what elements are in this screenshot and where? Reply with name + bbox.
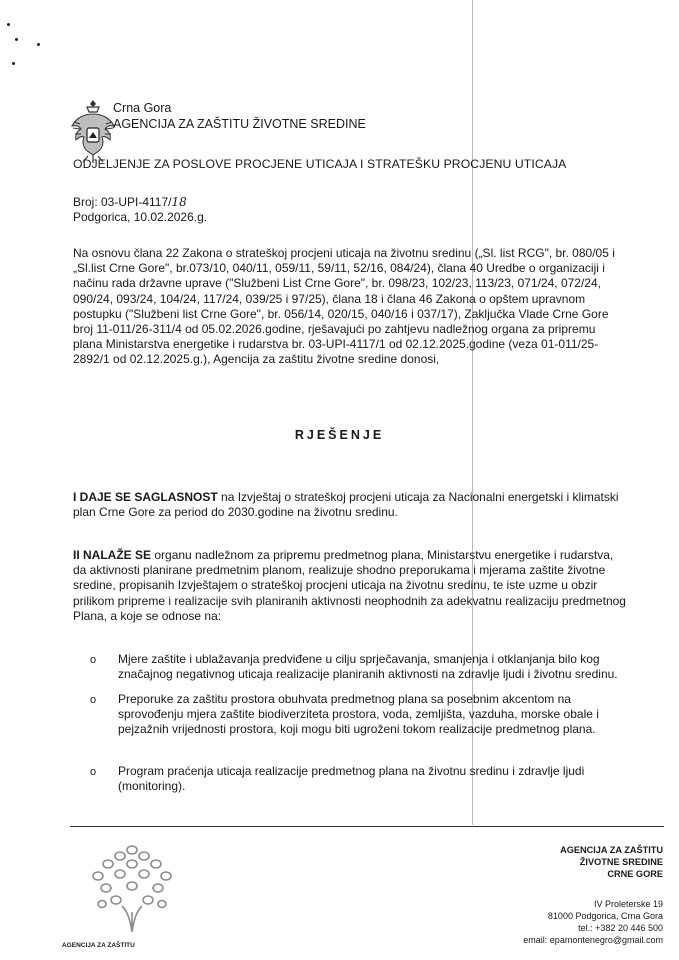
bullet-line: Mjere zaštite i ublažavanja predviđene u cilju sprječavanja, smanjenja i otklanjanja bilo kog — [118, 652, 600, 666]
footer-tel: tel.: +382 20 446 500 — [578, 923, 663, 933]
section-2 — [73, 548, 665, 624]
bullet-symbol: o — [90, 766, 97, 778]
preamble-line: „Sl.list Crne Gore", br.073/10, 040/11, 059/11, 59/11, 52/16, 084/24), člana 40 Uredbe o organizaciji i — [73, 261, 605, 276]
footer-address: IV Proleterske 19 — [593, 899, 663, 909]
bullet-line: značajnog negativnog uticaja realizacije planiranih aktivnosti na zdravlje ljudi i životnu sredinu. — [118, 667, 618, 682]
preamble-line: Na osnovu člana 22 Zakona o strateškoj procjeni uticaja na životnu sredinu („Sl. list RCG", br. 080/05 i — [73, 246, 615, 260]
bullet-line: Preporuke za zaštitu prostora obuhvata predmetnog plana sa posebnim akcentom na — [118, 692, 571, 706]
department-title: ODJELJENJE ZA POSLOVE PROCJENE UTICAJA I STRATEŠKU PROCJENU UTICAJA — [73, 157, 567, 171]
document-number-prefix: Broj: 03-UPI-4117/ — [73, 195, 172, 209]
footer-agency-line: AGENCIJA ZA ZAŠTITU — [560, 845, 663, 855]
footer-city: 81000 Podgorica, Crna Gora — [547, 911, 663, 921]
bullet-line: Program praćenja uticaja realizacije predmetnog plana na životnu sredinu i zdravlje ljudi — [118, 764, 585, 778]
place-date: Podgorica, 10.02.2026.g. — [73, 210, 208, 224]
footer-agency-line: CRNE GORE — [607, 869, 663, 879]
footer-agency-block — [560, 844, 663, 880]
preamble-line: načinu rada državne uprave ("Službeni List Crne Gore", br. 098/23, 102/23, 113/23, 071/24, 072/24, — [73, 276, 601, 291]
section-2-line: sredine, propisanih Izvještajem o strateškoj procjeni uticaja na životnu sredinu, te iste uzme u obzir — [73, 578, 598, 593]
coat-of-arms-icon — [70, 98, 116, 166]
decision-title: RJEŠENJE — [294, 428, 385, 442]
agency-logo-icon — [82, 842, 182, 942]
section-2-line: da aktivnosti planirane predmetnim planom, realizuje shodno preporukama i mjerama zaštite životne — [73, 563, 606, 578]
preamble-line: broj 11-011/26-311/4 od 05.02.2026.godine, rješavajući po zahtjevu nadležnog organa za pripremu — [73, 322, 596, 337]
section-1-line: plan Crne Gore za period do 2030.godine na životnu sredinu. — [73, 505, 398, 520]
bullet-item — [90, 652, 665, 682]
preamble-paragraph — [73, 246, 665, 368]
preamble-line: postupku ("Službeni list Crne Gore", br. 056/14, 020/15, 040/16 i 037/17), Zaključka Vlade Crne Gore — [73, 306, 609, 321]
bullet-item — [90, 764, 665, 794]
section-2-line: prilikom pripreme i realizacije svih planiranih aktivnosti neophodnih za adekvatnu realizaciju predmetnog — [73, 593, 626, 608]
bullet-symbol: o — [90, 654, 97, 666]
agency-name: AGENCIJA ZA ZAŠTITU ŽIVOTNE SREDINE — [113, 117, 366, 131]
bullet-line: (monitoring). — [118, 779, 186, 794]
footer-divider — [70, 826, 664, 827]
preamble-line: 2892/1 od 02.12.2025.g.), Agencija za zaštitu životne sredine donosi, — [73, 352, 440, 367]
section-1-label: I DAJE SE SAGLASNOST — [73, 490, 218, 504]
country-name: Crna Gora — [113, 101, 172, 115]
section-2-label: II NALAŽE SE — [73, 548, 152, 562]
section-1-text: na Izvještaj o strateškoj procjeni uticaja za Nacionalni energetski i klimatski — [217, 490, 619, 504]
footer-agency-line: ŽIVOTNE SREDINE — [579, 857, 663, 867]
document-number-handwritten: 18 — [171, 195, 187, 209]
document-number — [73, 195, 187, 210]
footer-contact-block — [523, 898, 663, 946]
preamble-line: plana Ministarstva energetike i rudarstva br. 03-UPI-4117/1 od 02.12.2025.godine (veza 01-011/25- — [73, 337, 599, 352]
footer-email: email: epamontenegro@gmail.com — [523, 935, 663, 945]
bullet-line: pejzažnih vrijednosti prostora, koji mogu biti ugroženi tokom realizacije predmetnog plana. — [118, 722, 596, 737]
bullet-symbol: o — [90, 694, 97, 706]
logo-caption: AGENCIJA ZA ZAŠTITU — [62, 942, 135, 949]
preamble-line: 090/24, 093/24, 104/24, 117/24, 039/25 i 97/25), člana 18 i člana 46 Zakona o opštem upravnom — [73, 291, 586, 306]
section-2-line: Plana, a koje se odnose na: — [73, 608, 222, 623]
section-2-text: organu nadležnom za pripremu predmetnog plana, Ministarstvu energetike i rudarstva, — [151, 548, 614, 562]
bullet-line: sprovođenju mjera zaštite biodiverziteta prostora, voda, zemljišta, vazduha, morske obale i — [118, 707, 599, 722]
bullet-item — [90, 692, 665, 738]
section-1 — [73, 490, 665, 520]
